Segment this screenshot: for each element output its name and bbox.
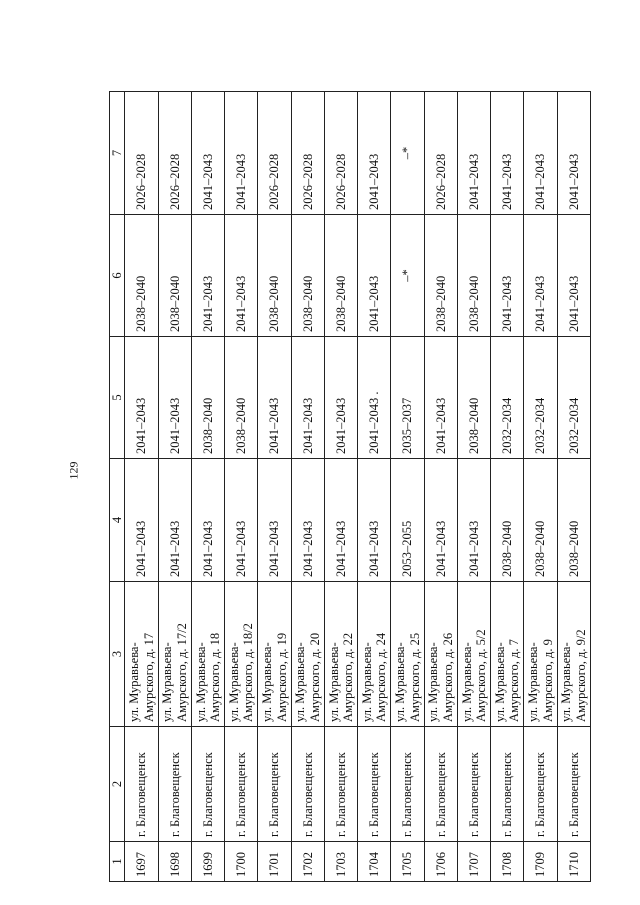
cell-col7: 2026–2028 xyxy=(424,92,457,215)
cell-col4: 2041–2043 xyxy=(258,459,291,582)
cell-col6: 2038–2040 xyxy=(457,215,490,337)
header-col-1: 1 xyxy=(110,842,125,882)
cell-col5: 2032–2034 xyxy=(524,337,557,459)
table-row xyxy=(358,92,391,882)
table-body xyxy=(125,92,591,882)
cell-col6: 2038–2040 xyxy=(291,215,324,337)
cell-address: ул. Муравьева-Амурского, д. 19 xyxy=(258,582,291,727)
cell-col4: 2038–2040 xyxy=(491,459,524,582)
cell-col7: 2041–2043 xyxy=(225,92,258,215)
header-row xyxy=(110,92,125,882)
data-table xyxy=(109,91,591,882)
cell-city: г. Благовещенск xyxy=(391,727,424,842)
cell-address: ул. Муравьева-Амурского, д. 25 xyxy=(391,582,424,727)
rotated-table-frame xyxy=(109,92,591,882)
table-container xyxy=(109,92,591,882)
cell-city: г. Благовещенск xyxy=(524,727,557,842)
cell-address: ул. Муравьева-Амурского, д. 17 xyxy=(125,582,158,727)
cell-number: 1704 xyxy=(358,842,391,882)
cell-address: ул. Муравьева-Амурского, д. 5/2 xyxy=(457,582,490,727)
cell-number: 1698 xyxy=(158,842,191,882)
cell-number: 1700 xyxy=(225,842,258,882)
table-row xyxy=(125,92,158,882)
cell-address: ул. Муравьева-Амурского, д. 18/2 xyxy=(225,582,258,727)
table-row xyxy=(158,92,191,882)
cell-col7: 2026–2028 xyxy=(291,92,324,215)
header-col-5: 5 xyxy=(110,337,125,459)
cell-city: г. Благовещенск xyxy=(557,727,590,842)
header-col-2: 2 xyxy=(110,727,125,842)
cell-col7: 2041–2043 xyxy=(191,92,224,215)
cell-city: г. Благовещенск xyxy=(324,727,357,842)
table-row xyxy=(225,92,258,882)
table-row xyxy=(191,92,224,882)
header-col-6: 6 xyxy=(110,215,125,337)
cell-number: 1709 xyxy=(524,842,557,882)
cell-number: 1702 xyxy=(291,842,324,882)
cell-col4: 2041–2043 xyxy=(225,459,258,582)
cell-col6: 2038–2040 xyxy=(158,215,191,337)
cell-number: 1708 xyxy=(491,842,524,882)
cell-col7: 2026–2028 xyxy=(125,92,158,215)
cell-col5: 2041–2043 xyxy=(324,337,357,459)
cell-col6: 2041–2043 xyxy=(358,215,391,337)
cell-col7: 2041–2043 xyxy=(491,92,524,215)
table-row xyxy=(557,92,590,882)
cell-col4: 2038–2040 xyxy=(524,459,557,582)
cell-col6: 2041–2043 xyxy=(191,215,224,337)
cell-col4: 2053–2055 xyxy=(391,459,424,582)
cell-city: г. Благовещенск xyxy=(125,727,158,842)
cell-col7: 2026–2028 xyxy=(158,92,191,215)
cell-number: 1697 xyxy=(125,842,158,882)
cell-address: ул. Муравьева-Амурского, д. 26 xyxy=(424,582,457,727)
cell-city: г. Благовещенск xyxy=(258,727,291,842)
cell-address: ул. Муравьева-Амурского, д. 9/2 xyxy=(557,582,590,727)
cell-col4: 2041–2043 xyxy=(324,459,357,582)
cell-city: г. Благовещенск xyxy=(158,727,191,842)
cell-number: 1703 xyxy=(324,842,357,882)
cell-col4: 2041–2043 xyxy=(191,459,224,582)
cell-col7: 2041–2043 xyxy=(457,92,490,215)
cell-city: г. Благовещенск xyxy=(358,727,391,842)
cell-col6: 2041–2043 xyxy=(524,215,557,337)
cell-col7: 2026–2028 xyxy=(258,92,291,215)
page-number: 129 xyxy=(66,461,81,480)
cell-city: г. Благовещенск xyxy=(225,727,258,842)
cell-col4: 2041–2043 xyxy=(424,459,457,582)
cell-city: г. Благовещенск xyxy=(424,727,457,842)
cell-col6: 2041–2043 xyxy=(491,215,524,337)
cell-address: ул. Муравьева-Амурского, д. 24 xyxy=(358,582,391,727)
cell-col5: 2041–2043 xyxy=(158,337,191,459)
table-row xyxy=(291,92,324,882)
cell-col5: 2041–2043 xyxy=(125,337,158,459)
cell-number: 1701 xyxy=(258,842,291,882)
cell-col6: 2038–2040 xyxy=(258,215,291,337)
table-row xyxy=(391,92,424,882)
cell-col6: 2038–2040 xyxy=(324,215,357,337)
cell-col6: 2038–2040 xyxy=(125,215,158,337)
cell-col6: –* xyxy=(391,215,424,337)
cell-address: ул. Муравьева-Амурского, д. 17/2 xyxy=(158,582,191,727)
table-row xyxy=(324,92,357,882)
cell-col7: 2026–2028 xyxy=(324,92,357,215)
cell-col5: 2041–2043 xyxy=(258,337,291,459)
table-row xyxy=(524,92,557,882)
cell-col4: 2041–2043 xyxy=(125,459,158,582)
cell-number: 1699 xyxy=(191,842,224,882)
cell-address: ул. Муравьева-Амурского, д. 7 xyxy=(491,582,524,727)
cell-number: 1705 xyxy=(391,842,424,882)
cell-address: ул. Муравьева-Амурского, д. 22 xyxy=(324,582,357,727)
cell-col5: 2041–2043 xyxy=(291,337,324,459)
header-col-3: 3 xyxy=(110,582,125,727)
cell-address: ул. Муравьева-Амурского, д. 18 xyxy=(191,582,224,727)
cell-address: ул. Муравьева-Амурского, д. 9 xyxy=(524,582,557,727)
cell-col5: 2041–2043 xyxy=(424,337,457,459)
cell-col6: 2041–2043 xyxy=(225,215,258,337)
cell-col5: 2032–2034 xyxy=(491,337,524,459)
cell-city: г. Благовещенск xyxy=(291,727,324,842)
cell-col5: 2038–2040 xyxy=(225,337,258,459)
cell-col5: 2035–2037 xyxy=(391,337,424,459)
cell-col5: 2032–2034 xyxy=(557,337,590,459)
table-row xyxy=(491,92,524,882)
cell-city: г. Благовещенск xyxy=(457,727,490,842)
cell-address: ул. Муравьева-Амурского, д. 20 xyxy=(291,582,324,727)
table-row xyxy=(457,92,490,882)
cell-col5: 2041–2043 . xyxy=(358,337,391,459)
cell-number: 1707 xyxy=(457,842,490,882)
cell-col4: 2041–2043 xyxy=(158,459,191,582)
cell-col4: 2038–2040 xyxy=(557,459,590,582)
cell-number: 1710 xyxy=(557,842,590,882)
cell-col7: 2041–2043 xyxy=(358,92,391,215)
cell-number: 1706 xyxy=(424,842,457,882)
header-col-7: 7 xyxy=(110,92,125,215)
table-header xyxy=(110,92,125,882)
cell-city: г. Благовещенск xyxy=(491,727,524,842)
table-row xyxy=(424,92,457,882)
cell-col7: 2041–2043 xyxy=(557,92,590,215)
table-row xyxy=(258,92,291,882)
cell-col6: 2041–2043 xyxy=(557,215,590,337)
cell-col4: 2041–2043 xyxy=(291,459,324,582)
cell-col4: 2041–2043 xyxy=(457,459,490,582)
header-col-4: 4 xyxy=(110,459,125,582)
cell-col5: 2038–2040 xyxy=(191,337,224,459)
cell-col6: 2038–2040 xyxy=(424,215,457,337)
cell-col7: –* xyxy=(391,92,424,215)
cell-city: г. Благовещенск xyxy=(191,727,224,842)
cell-col4: 2041–2043 xyxy=(358,459,391,582)
cell-col5: 2038–2040 xyxy=(457,337,490,459)
cell-col7: 2041–2043 xyxy=(524,92,557,215)
